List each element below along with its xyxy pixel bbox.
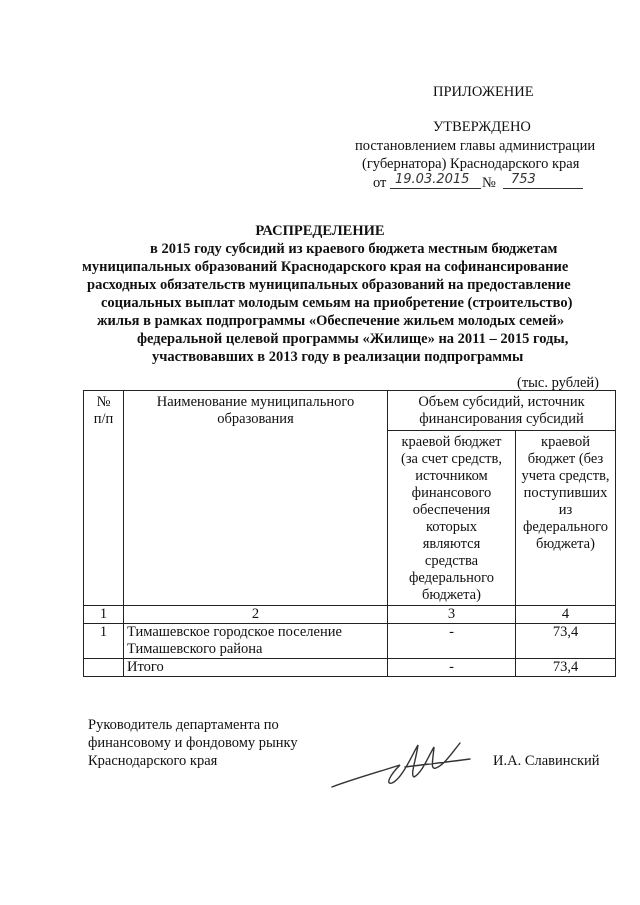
header-nofed-line: краевой [541, 434, 590, 450]
handwritten-number: 753 [511, 172, 536, 187]
appendix-label: ПРИЛОЖЕНИЕ [433, 84, 534, 100]
title-line-3: расходных обязательств муниципальных образований на предоставление [87, 277, 571, 293]
document-heading: РАСПРЕДЕЛЕНИЕ [255, 223, 385, 239]
handwritten-signature [330, 735, 475, 795]
header-fed-line: обеспечения [412, 502, 491, 518]
signer-title-line1: Руководитель департамента по [88, 717, 279, 733]
header-regional-fed-cell [388, 431, 516, 606]
number-underline [503, 188, 583, 189]
date-underline [390, 188, 481, 189]
numbering-cell: 4 [516, 606, 616, 624]
table-numbering-row [84, 606, 616, 624]
header-nofed-line: из [558, 502, 573, 518]
signer-title-line3: Краснодарского края [88, 753, 218, 769]
table-header-row [84, 391, 616, 431]
title-line-5: жилья в рамках подпрограммы «Обеспечение жильем молодых семей» [97, 313, 565, 329]
header-regional-nofed-cell [516, 431, 616, 606]
header-name-line2: образования [217, 411, 294, 427]
total-num-cell [84, 659, 124, 677]
header-fed-line: (за счет средств, [400, 451, 502, 467]
handwritten-date: 19.03.2015 [395, 172, 470, 187]
table-total-row [84, 659, 616, 677]
numbering-cell: 3 [388, 606, 516, 624]
header-name-cell [124, 391, 388, 606]
row-num-cell: 1 [84, 624, 124, 659]
header-volume-line1: Объем субсидий, источник [418, 394, 585, 410]
row-nofed-cell: 73,4 [516, 624, 616, 659]
approved-label: УТВЕРЖДЕНО [433, 119, 531, 135]
table-row [84, 624, 616, 659]
total-label-cell: Итого [124, 659, 388, 677]
subsidy-table [83, 390, 616, 677]
header-nofed-line: федерального [523, 519, 608, 535]
approved-by-line2: (губернатора) Краснодарского края [362, 156, 580, 172]
approved-by-line1: постановлением главы администрации [355, 138, 596, 154]
header-name-line1: Наименование муниципального [156, 394, 355, 410]
total-fed-cell: - [388, 659, 516, 677]
row-name-line2: Тимашевского района [127, 641, 263, 657]
header-fed-line: краевой бюджет [401, 434, 502, 450]
header-nofed-line: учета средств, [521, 468, 610, 484]
title-line-6: федеральной целевой программы «Жилище» на 2011 – 2015 годы, [137, 331, 569, 347]
header-fed-line: средства [424, 553, 479, 569]
header-nofed-line: бюджет (без [527, 451, 604, 467]
row-name-line1: Тимашевское городское поселение [127, 624, 342, 640]
title-line-4: социальных выплат молодым семьям на приобретение (строительство) [101, 295, 573, 311]
units-label: (тыс. рублей) [517, 375, 599, 391]
numbering-cell: 2 [124, 606, 388, 624]
header-num-line2: п/п [93, 411, 114, 427]
signatory-name: И.А. Славинский [493, 753, 600, 769]
date-prefix: от [373, 175, 387, 191]
header-volume-line2: финансирования субсидий [419, 411, 584, 427]
row-name-cell [124, 624, 388, 659]
header-num-line1: № [96, 394, 111, 410]
header-fed-line: федерального [409, 570, 494, 586]
signer-title-line2: финансовому и фондовому рынку [88, 735, 298, 751]
title-line-1: в 2015 году субсидий из краевого бюджета местным бюджетам [150, 241, 558, 257]
header-nofed-line: бюджета) [536, 536, 595, 552]
header-num-cell [84, 391, 124, 606]
header-fed-line: бюджета) [422, 587, 481, 603]
header-volume-cell [388, 391, 616, 431]
numbering-cell: 1 [84, 606, 124, 624]
header-fed-line: источником [415, 468, 488, 484]
title-line-7: участвовавших в 2013 году в реализации подпрограммы [152, 349, 524, 365]
header-fed-line: которых [425, 519, 477, 535]
row-fed-cell: - [388, 624, 516, 659]
title-line-2: муниципальных образований Краснодарского края на софинансирование [82, 259, 569, 275]
header-fed-line: являются [422, 536, 481, 552]
header-fed-line: финансового [411, 485, 492, 501]
header-nofed-line: поступивших [523, 485, 608, 501]
total-nofed-cell: 73,4 [516, 659, 616, 677]
number-sign: № [482, 175, 496, 191]
